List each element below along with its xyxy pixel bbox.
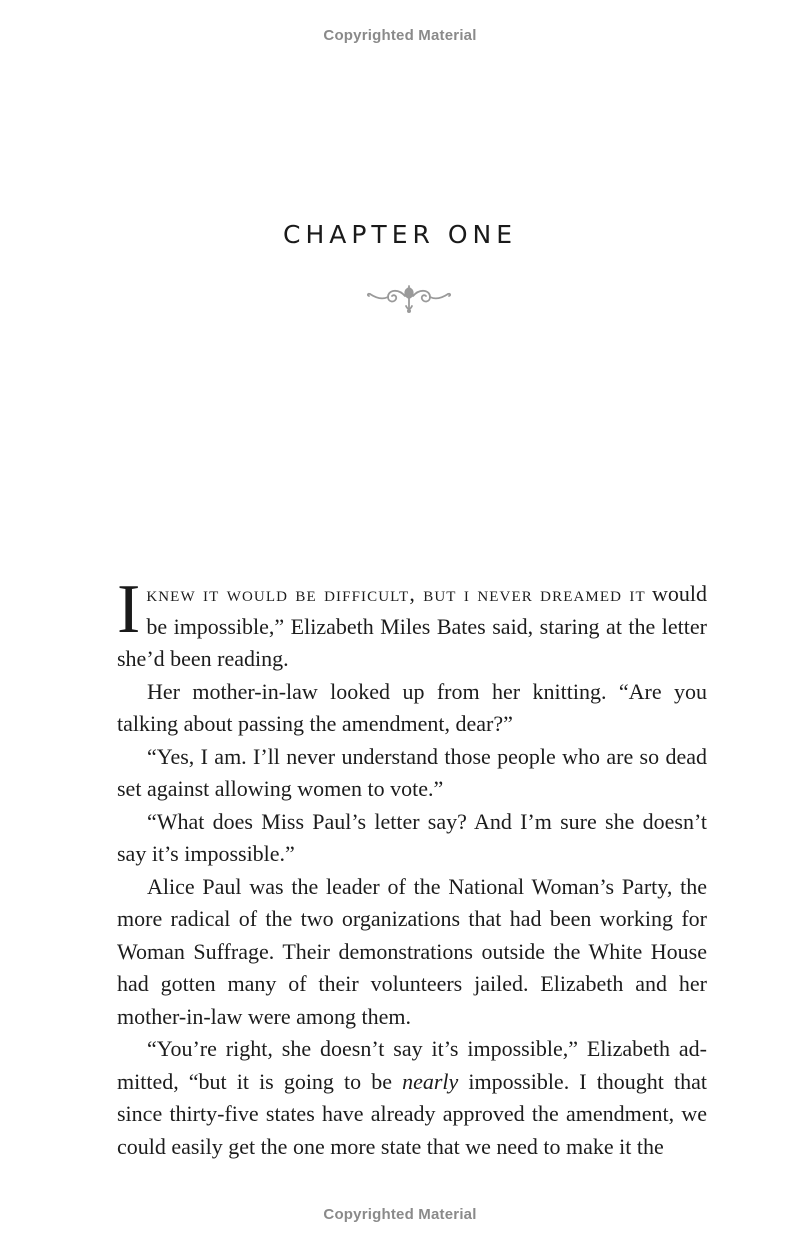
- paragraph-1-text: would be impossible,” Elizabeth Miles Bates said, staring at the letter she’d been reading.: [117, 581, 708, 671]
- opening-small-caps: knew it would be difficult, but i never dreamed it: [146, 581, 646, 606]
- paragraph-6: [117, 1033, 707, 1163]
- paragraph-4: “What does Miss Paul’s letter say? And I’m sure she doesn’t say it’s impossible.”: [117, 808, 707, 866]
- copyright-watermark-bottom: Copyrighted Material: [323, 1206, 477, 1223]
- chapter-body: [117, 571, 708, 1163]
- paragraph-6-before: “You’re right, she doesn’t say it’s impossible,” Elizabeth admitted, “but it is going to be: [117, 1036, 707, 1094]
- italic-emphasis: nearly: [402, 1068, 459, 1094]
- paragraph-6-after: impossible. I thought that since thirty-five states have already approved the amendment, we could easily get the one more state that we need to make it the: [117, 1068, 707, 1159]
- paragraph-2: Her mother-in-law looked up from her knitting. “Are you talking about passing the amendment, dear?”: [117, 678, 707, 736]
- paragraph-3: “Yes, I am. I’ll never understand those people who are so dead set against allowing women to vote.”: [117, 743, 707, 801]
- paragraph-1: [117, 571, 708, 676]
- drop-cap: I: [117, 571, 141, 648]
- fleuron-ornament-icon: [364, 280, 454, 314]
- chapter-title: CHAPTER ONE: [283, 220, 517, 249]
- paragraph-5: Alice Paul was the leader of the National Woman’s Party, the more radical of the two organizations that had been working for Woman Suffrage. Their demonstrations outside the White House had gotten many of their volunteers jailed. Elizabeth and her mother-in-law were among them.: [117, 873, 707, 1029]
- copyright-watermark-top: Copyrighted Material: [323, 27, 477, 44]
